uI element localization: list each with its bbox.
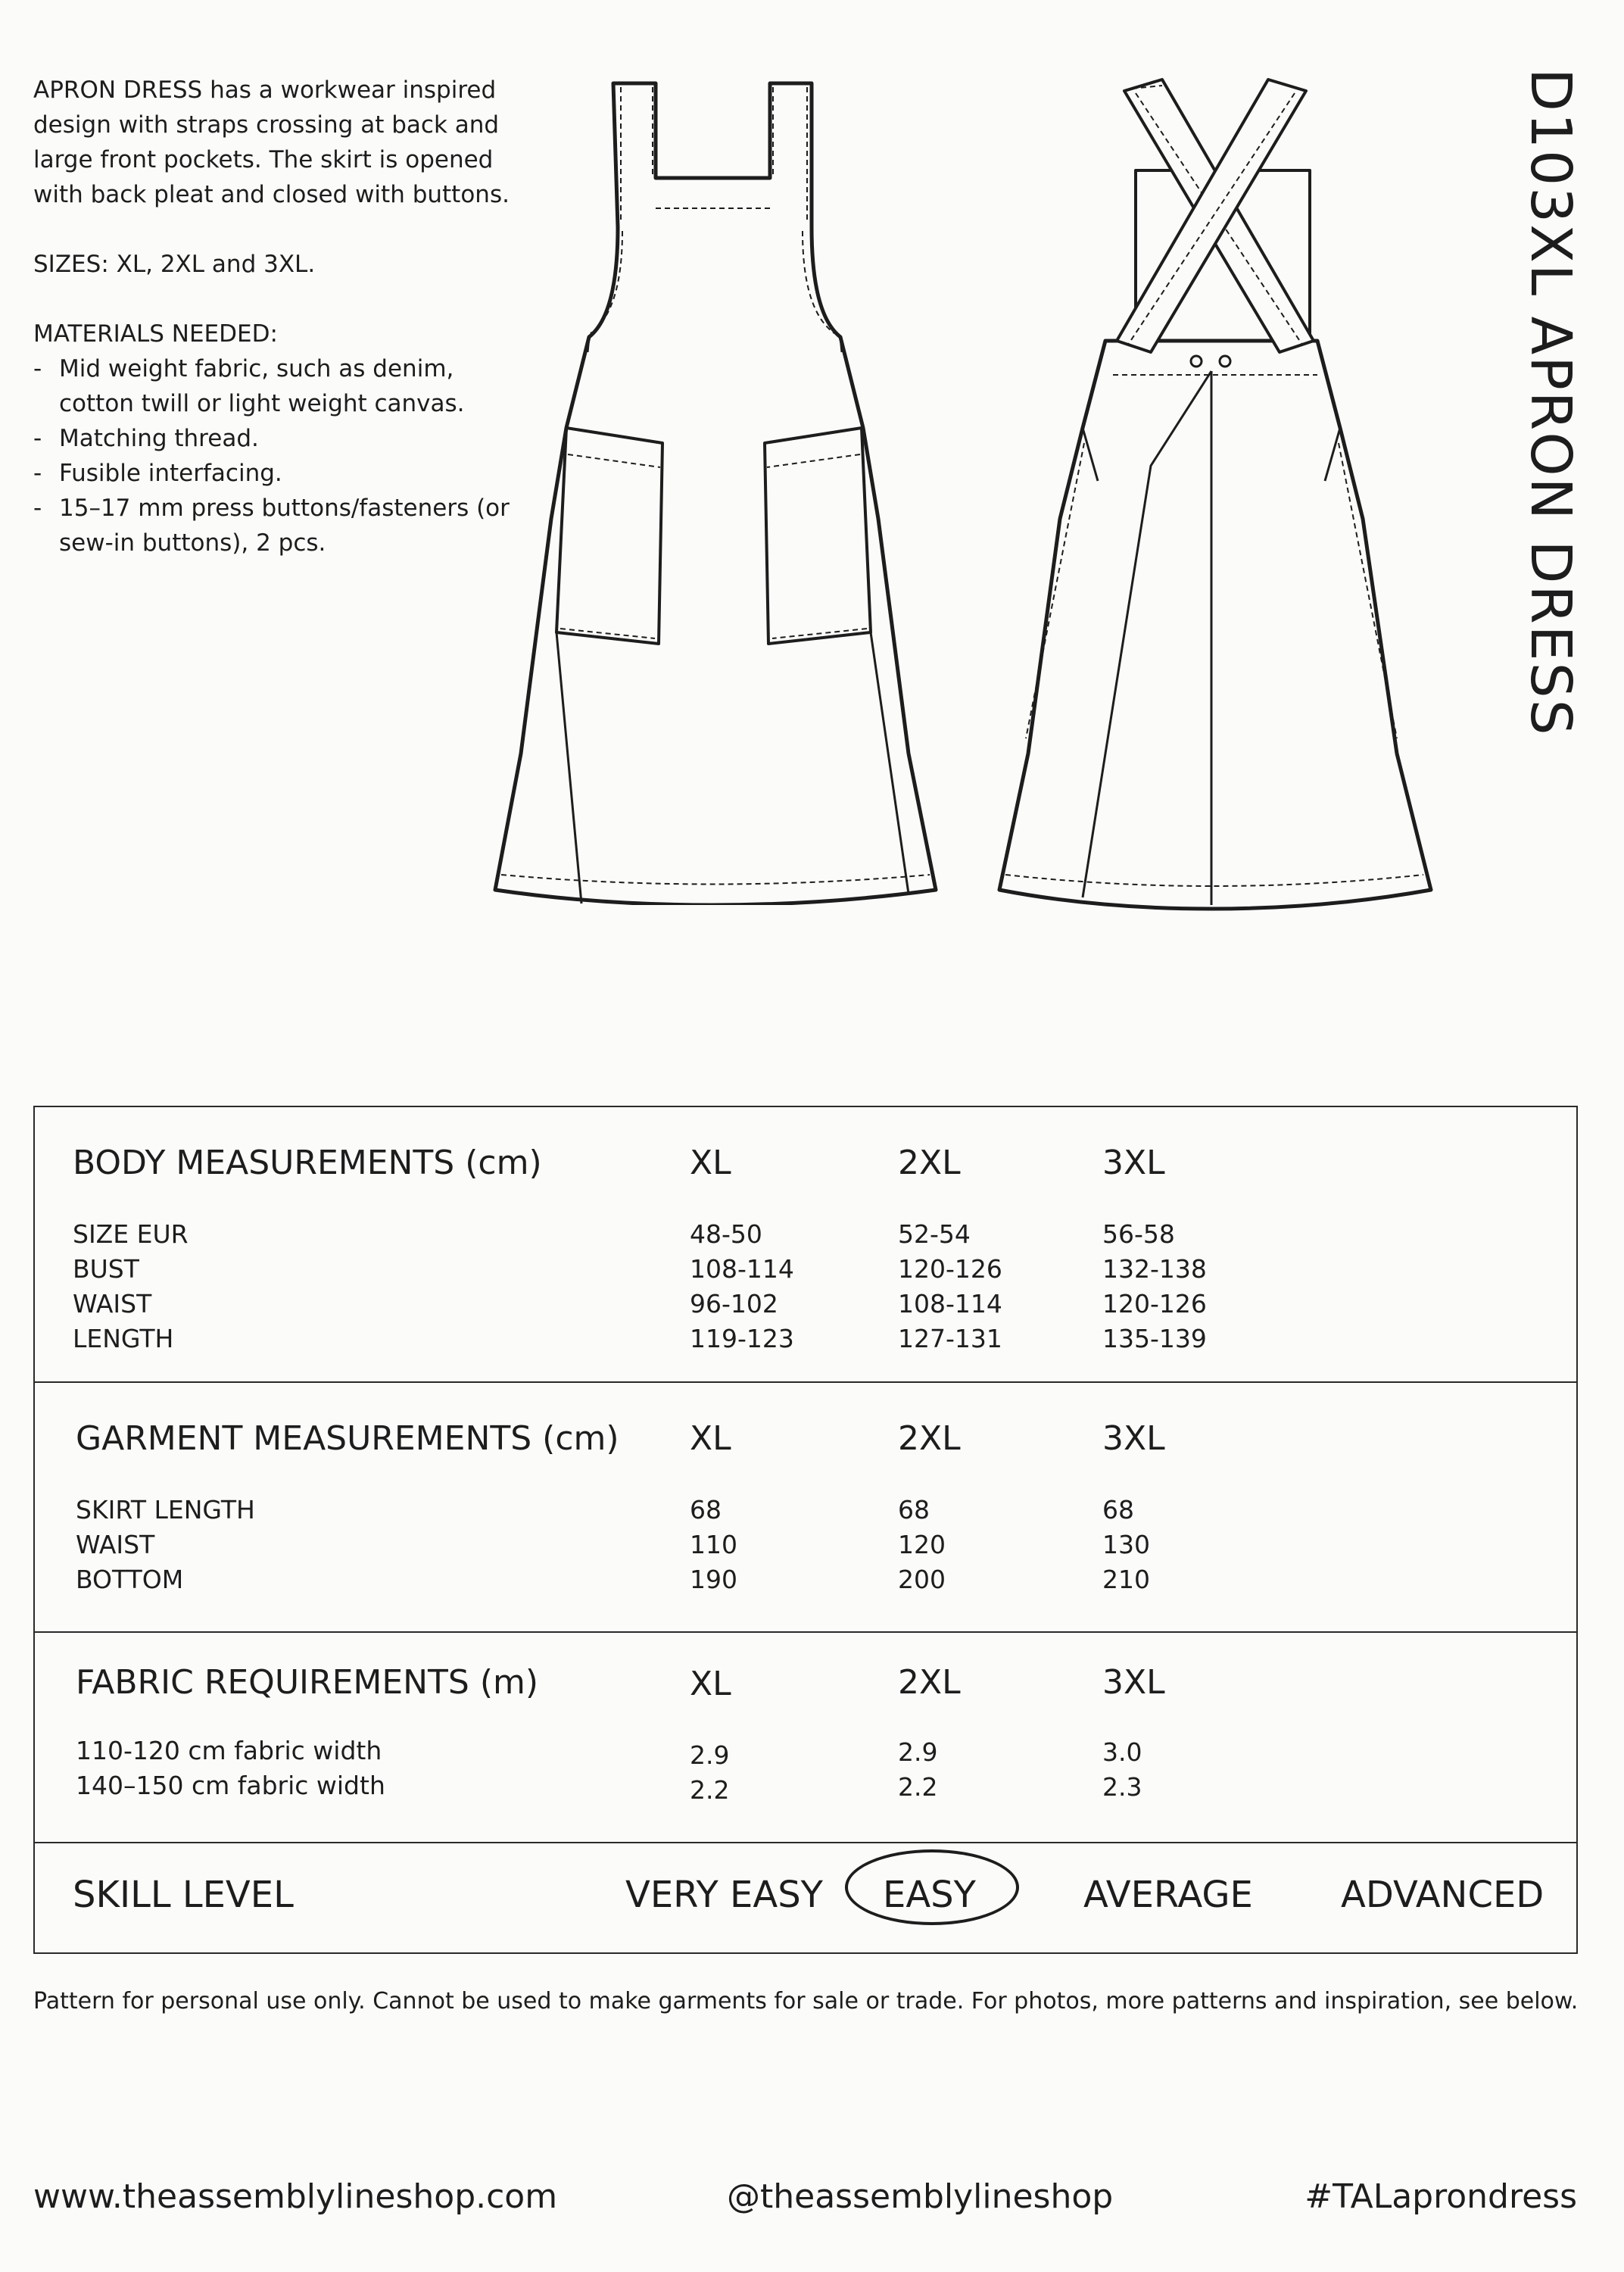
cell: 56-58 xyxy=(1102,1219,1175,1249)
measurements-table xyxy=(33,1106,1578,1954)
size-header: 2XL xyxy=(898,1144,961,1182)
size-header: 3XL xyxy=(1102,1663,1165,1702)
cell: 120-126 xyxy=(898,1254,1002,1284)
row-label: BUST xyxy=(73,1254,139,1284)
cell: 3.0 xyxy=(1102,1737,1142,1767)
garment-measurements-section xyxy=(35,1381,1576,1633)
cell: 68 xyxy=(690,1495,722,1525)
row-label: SIZE EUR xyxy=(73,1219,189,1249)
cell: 210 xyxy=(1102,1565,1150,1594)
website-link[interactable]: www.theassemblylineshop.com xyxy=(33,2177,558,2216)
size-header: 2XL xyxy=(898,1663,961,1702)
material-item: - 15–17 mm press buttons/fasteners (or sew-in buttons), 2 pcs. xyxy=(33,491,525,560)
size-header: 3XL xyxy=(1102,1419,1165,1458)
section-heading: BODY MEASUREMENTS (cm) xyxy=(73,1144,542,1182)
cell: 68 xyxy=(1102,1495,1134,1525)
intro-text xyxy=(33,73,525,560)
back-view-drawing xyxy=(984,72,1439,920)
description: APRON DRESS has a workwear inspired design with straps crossing at back and large front pockets. The skirt is opened with back pleat and closed with buttons. xyxy=(33,76,510,208)
cell: 68 xyxy=(898,1495,930,1525)
section-heading: FABRIC REQUIREMENTS (m) xyxy=(76,1663,539,1702)
materials-list xyxy=(33,351,525,560)
cell: 190 xyxy=(690,1565,737,1594)
size-header: XL xyxy=(690,1419,731,1458)
cell: 132-138 xyxy=(1102,1254,1207,1284)
usage-note: Pattern for personal use only. Cannot be used to make garments for sale or trade. For photos, more patterns and inspiration, see below. xyxy=(33,1988,1579,2015)
cell: 2.9 xyxy=(898,1737,938,1767)
row-label: LENGTH xyxy=(73,1324,174,1353)
pattern-title: D103XL APRON DRESS xyxy=(1518,68,1583,737)
row-label: WAIST xyxy=(73,1289,152,1319)
skill-option-advanced: ADVANCED xyxy=(1341,1874,1545,1916)
cell: 2.2 xyxy=(898,1772,938,1802)
row-label: 140–150 cm fabric width xyxy=(76,1771,385,1800)
cell: 52-54 xyxy=(898,1219,971,1249)
cell: 120-126 xyxy=(1102,1289,1207,1319)
row-label: 110-120 cm fabric width xyxy=(76,1736,382,1765)
row-label: SKIRT LENGTH xyxy=(76,1495,255,1525)
cell: 2.9 xyxy=(690,1740,730,1770)
cell: 48-50 xyxy=(690,1219,762,1249)
section-heading: GARMENT MEASUREMENTS (cm) xyxy=(76,1419,619,1458)
size-header: XL xyxy=(690,1665,731,1703)
size-header: 3XL xyxy=(1102,1144,1165,1182)
cell: 96-102 xyxy=(690,1289,778,1319)
skill-level-section xyxy=(35,1842,1576,1952)
skill-option-average: AVERAGE xyxy=(1083,1874,1253,1916)
cell: 2.3 xyxy=(1102,1772,1142,1802)
material-item: - Fusible interfacing. xyxy=(33,456,525,491)
cell: 200 xyxy=(898,1565,946,1594)
skill-option-very-easy: VERY EASY xyxy=(625,1874,823,1916)
size-header: 2XL xyxy=(898,1419,961,1458)
cell: 119-123 xyxy=(690,1324,794,1353)
row-label: BOTTOM xyxy=(76,1565,184,1594)
instagram-handle[interactable]: @theassemblylineshop xyxy=(727,2177,1114,2216)
material-item: - Mid weight fabric, such as denim, cotton twill or light weight canvas. xyxy=(33,351,525,421)
row-label: WAIST xyxy=(76,1530,155,1559)
cell: 130 xyxy=(1102,1530,1150,1559)
sizes-line: SIZES: XL, 2XL and 3XL. xyxy=(33,251,316,278)
body-measurements-section xyxy=(35,1107,1576,1383)
cell: 108-114 xyxy=(690,1254,794,1284)
cell: 110 xyxy=(690,1530,737,1559)
cell: 127-131 xyxy=(898,1324,1002,1353)
cell: 120 xyxy=(898,1530,946,1559)
cell: 2.2 xyxy=(690,1775,730,1805)
cell: 108-114 xyxy=(898,1289,1002,1319)
skill-option-easy: EASY xyxy=(883,1874,976,1916)
fabric-requirements-section xyxy=(35,1631,1576,1843)
skill-level-label: SKILL LEVEL xyxy=(73,1874,294,1916)
cell: 135-139 xyxy=(1102,1324,1207,1353)
front-view-drawing xyxy=(485,72,946,905)
size-header: XL xyxy=(690,1144,731,1182)
hashtag[interactable]: #TALaprondress xyxy=(1304,2177,1577,2216)
materials-title: MATERIALS NEEDED: xyxy=(33,320,278,348)
material-item: - Matching thread. xyxy=(33,421,525,456)
